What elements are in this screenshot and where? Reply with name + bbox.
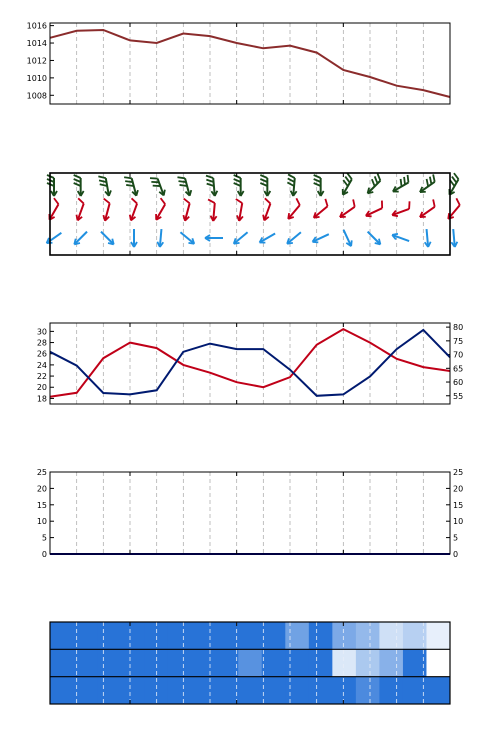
cloud-cell [426,622,450,649]
y-tick-label: 0 [41,550,47,559]
cloud-cell [332,622,356,649]
cloud-cell [50,677,74,704]
wind-barb [313,234,329,242]
wind-barb [368,174,381,194]
wind-barb [344,230,352,246]
cloud-cell [332,649,356,676]
wind-barb [130,198,137,220]
wind-barb-flag [375,176,378,183]
wind-barb [420,174,435,192]
y-tick-label: 65 [453,364,464,374]
wind-barb [368,232,381,245]
wind-barb-flag [433,199,435,206]
wind-barb [234,175,244,196]
temperature-humidity-panel [37,323,463,404]
cloud-cell [262,622,286,649]
wind-barb [314,175,324,196]
wind-barb-flag [452,177,457,183]
wind-barb-flag [433,174,435,181]
wind-barb [234,232,248,244]
wind-barb-flag [74,179,81,182]
wind-barb [366,201,382,217]
y-tick-label: 18 [36,394,47,404]
wind-barb-flag [74,175,81,178]
wind-barb-flag [184,199,190,204]
cloud-cell [426,649,450,676]
wind-barb-shaft [287,232,301,244]
wind-barb [47,233,62,243]
y-tick-label: 1008 [26,91,47,101]
cloud-cell [215,677,239,704]
wind-arrow-head [392,215,398,216]
wind-barb-flag [180,185,188,186]
wind-barb [131,229,137,247]
cloud-cell [191,649,215,676]
cloud-cell [332,677,356,704]
wind-barb-flag [345,177,350,183]
cloud-cell [50,649,74,676]
wind-barb-flag [54,198,59,204]
wind-arrow-head [190,190,192,196]
wind-arrow-head [351,240,352,246]
wind-barb-flag [287,182,294,186]
wind-barb-shaft [180,232,194,244]
wind-barb [260,234,276,243]
wind-barb-flag [314,179,321,182]
cloud-cell [379,677,403,704]
wind-barb [208,199,217,221]
wind-barb-shaft [74,232,87,245]
wind-barb-flag [372,179,375,186]
wind-barb [101,232,114,245]
wind-barb-flag [260,179,267,182]
wind-arrow-head [234,243,240,244]
wind-barb [287,174,296,196]
pressure-series-line [50,30,450,97]
cloud-cell [356,677,380,704]
y-tick-label: 20 [36,484,47,494]
cloud-cell [262,677,286,704]
wind-barb-shaft [101,232,114,245]
cloud-cell [97,622,121,649]
wind-barb-flag [353,199,355,206]
y-tick-label: 28 [36,338,47,348]
y-tick-label: 20 [36,383,47,393]
cloud-cell [285,677,309,704]
cloud-cell [309,622,333,649]
y-tick-label: 1014 [26,39,47,49]
wind-barb [260,175,270,196]
y-tick-label: 5 [453,533,459,543]
cloud-cell [121,677,145,704]
wind-barb-flag [288,174,295,178]
wind-barb [74,175,84,196]
cloud-cell [309,649,333,676]
wind-barb [150,178,165,195]
wind-barb [74,232,87,245]
pressure-panel [27,22,450,104]
wind-barb-flag [265,198,271,203]
wind-barb-flag [104,199,110,204]
wind-barb-flag [126,185,134,186]
y-tick-label: 20 [453,484,464,494]
wind-barb [98,176,111,195]
wind-barb-flag [314,183,321,186]
wind-barb [47,175,57,196]
cloud-cell [215,649,239,676]
cloud-cell [238,649,262,676]
cloud-cell [191,677,215,704]
wind-barb-flag [430,177,432,184]
cloud-cell [74,677,98,704]
wind-barb-flag [408,175,409,183]
wind-barb-flag [161,198,166,204]
temperature-series-line [50,329,450,397]
panel-frame [50,23,450,104]
cloud-cell [262,649,286,676]
wind-arrow-head [136,190,138,196]
y-tick-label: 70 [453,350,464,360]
wind-barb [124,177,138,195]
wind-arrow-head [287,243,293,244]
wind-barb-flag [378,174,381,181]
y-tick-label: 1010 [26,73,47,83]
cloud-cell [74,622,98,649]
wind-barb [451,229,457,247]
y-tick-label: 15 [453,500,464,510]
wind-arrow-head [313,242,319,243]
cloud-cell [50,622,74,649]
cloud-cell [144,649,168,676]
wind-barb-flag [427,179,429,186]
wind-barb-flag [98,176,105,178]
wind-barb-flag [234,183,241,186]
cloud-cell [379,649,403,676]
cloud-cell [356,649,380,676]
wind-barb [425,229,431,247]
y-tick-label: 80 [453,323,464,333]
wind-barb-flag [234,179,241,182]
cloud-cell [379,622,403,649]
wind-barb-flag [288,178,295,182]
wind-barb-flag [456,198,459,205]
wind-barb-shaft [368,232,381,245]
y-tick-label: 75 [453,336,464,346]
cloud-cell [238,622,262,649]
wind-barb-flag [179,181,187,182]
cloud-cell [356,622,380,649]
wind-barb [156,198,165,220]
wind-arrow-head [109,190,111,195]
wind-barb [263,198,270,220]
wind-barb-flag [404,177,405,185]
wind-barb [157,229,163,247]
wind-barb-flag [78,198,84,203]
y-tick-label: 10 [453,517,464,527]
wind-barb-shaft [234,232,248,244]
wind-barb-flag [177,177,185,178]
wind-barb [314,199,328,218]
wind-barb-flag [325,199,327,206]
wind-barb-flag [401,179,402,187]
wind-barb [206,176,217,196]
y-tick-label: 26 [36,349,47,359]
wind-barb-flag [296,198,299,205]
wind-barb [340,199,355,217]
wind-barb [180,232,194,244]
y-tick-label: 25 [453,468,464,477]
wind-barb-flag [454,173,459,179]
wind-barb-flag [314,175,321,178]
wind-barb-flag [347,173,352,179]
wind-barb [393,175,409,192]
cloud-cell [309,677,333,704]
wind-barb-flag [206,176,213,178]
cloud-cell [215,622,239,649]
cloud-cell [168,649,192,676]
cloud-cell [285,622,309,649]
wind-barb [287,232,301,244]
wind-barb [76,198,83,220]
y-tick-label: 30 [36,327,47,337]
wind-barb-flag [125,181,133,182]
cloud-cell [97,677,121,704]
wind-arrow-head [366,216,372,217]
cloud-cell [238,677,262,704]
cloud-cell [168,622,192,649]
wind-barb [103,199,109,221]
wind-barb [177,177,191,195]
wind-barb [343,173,352,195]
cloud-cell [121,649,145,676]
y-tick-label: 25 [36,468,47,477]
wind-barb [392,201,409,216]
precipitation-panel [37,468,463,559]
wind-barb-flag [124,177,132,178]
cloud-cell [144,677,168,704]
cloud-cell [121,622,145,649]
cloud-cell [191,622,215,649]
y-tick-label: 1012 [26,56,47,66]
cloud-cell [426,677,450,704]
humidity-series-line [50,330,450,396]
wind-barb-shaft [314,206,328,218]
cloud-cell [285,649,309,676]
wind-barb-flag [260,175,267,178]
y-tick-label: 24 [36,360,47,370]
cloud-cell [97,649,121,676]
wind-barb-flag [74,183,81,186]
y-tick-label: 60 [453,378,464,388]
cloud-cell [168,677,192,704]
y-tick-label: 0 [453,550,459,559]
wind-barb-flag [260,183,267,186]
wind-barb-flag [343,180,348,186]
wind-arrow-head [314,217,320,218]
wind-panel [47,173,460,255]
y-tick-label: 1016 [26,21,47,31]
y-tick-label: 10 [36,517,47,527]
wind-barb-flag [132,198,138,203]
panel-frame [50,472,450,554]
y-tick-label: 15 [36,500,47,510]
y-tick-label: 22 [36,372,47,382]
y-tick-label: 55 [453,391,464,401]
cloud-cell [144,622,168,649]
panel-frame [50,323,450,404]
wind-barb [420,199,435,217]
y-tick-label: 5 [41,533,47,543]
wind-barb-flag [208,199,215,203]
wind-arrow-head [164,190,165,196]
wind-barb [392,234,409,241]
wind-barb [183,199,189,221]
cloud-cover-panel [50,622,451,704]
wind-barb [205,235,223,241]
cloud-cell [74,649,98,676]
